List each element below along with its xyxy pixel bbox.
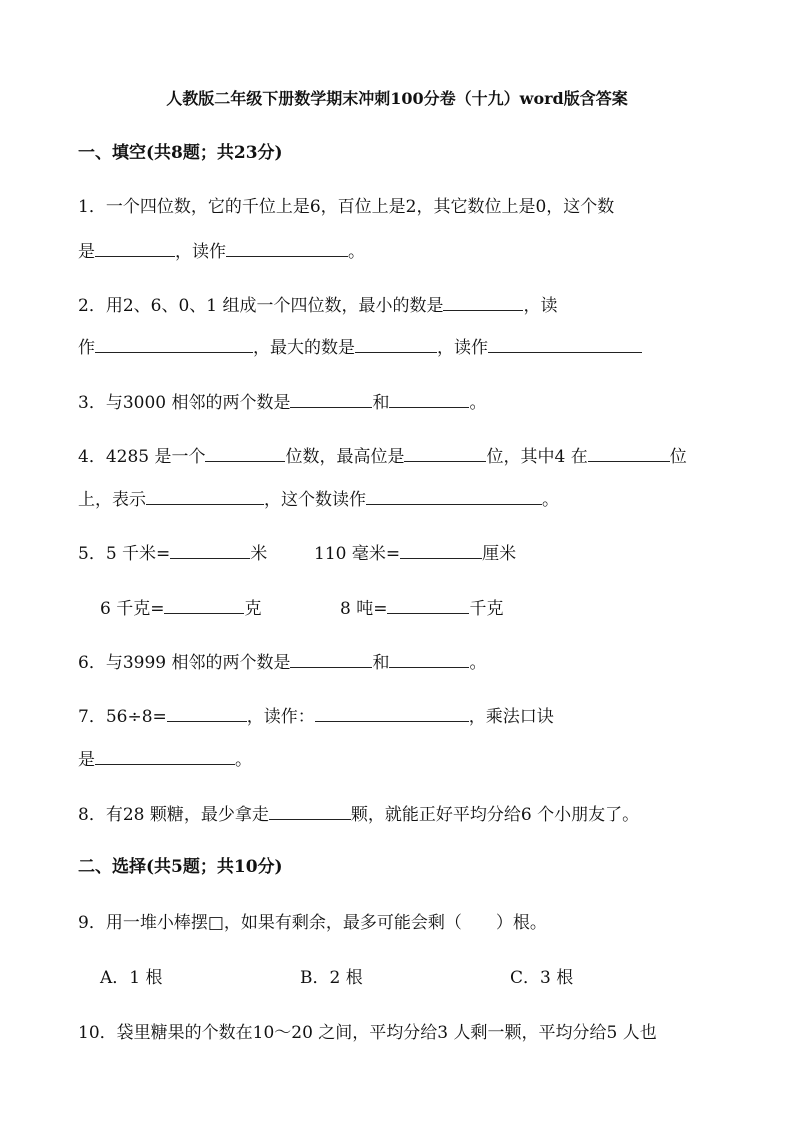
answer-blank[interactable] [167, 704, 247, 722]
section-heading-fill-in: 一、填空(共8题；共23分) [78, 143, 283, 163]
question-4-line-2 [78, 487, 559, 511]
question-6-line [78, 650, 486, 674]
question-2-text-a: 2．用2、6、0、1 组成一个四位数，最小的数是 [78, 296, 444, 316]
question-5-text-a: 5．5 千米= [78, 544, 171, 564]
answer-blank[interactable] [488, 335, 642, 353]
question-8-text-b: 颗，就能正好平均分给6 个小朋友了。 [350, 805, 640, 825]
question-2-text-b: ，读 [523, 296, 558, 316]
answer-blank[interactable] [443, 293, 523, 311]
question-7-line-1 [78, 704, 554, 728]
question-5-text-d: 厘米 [482, 544, 517, 564]
question-5-text-e: 6 千克= [100, 599, 165, 619]
page-title: 人教版二年级下册数学期末冲刺100分卷（十九）word版含答案 [166, 89, 628, 108]
question-4-text-d: 位 [669, 447, 687, 467]
question-3-text-a: 3．与3000 相邻的两个数是 [78, 393, 291, 413]
question-4-line-1 [78, 444, 687, 468]
question-7-line-2 [78, 747, 252, 771]
answer-blank[interactable] [588, 444, 670, 462]
question-1-text-c: 。 [348, 242, 365, 262]
question-5-text-c: 110 毫米= [314, 544, 401, 564]
answer-blank[interactable] [389, 390, 469, 408]
option-c[interactable]: C．3 根 [510, 968, 574, 988]
question-5-text-h: 千克 [469, 599, 504, 619]
answer-blank[interactable] [400, 541, 482, 559]
question-1-text-b: ，读作 [175, 242, 226, 262]
section-heading-choice: 二、选择(共5题；共10分) [78, 857, 283, 877]
question-4-text-f: ，这个数读作 [264, 490, 366, 510]
question-5-line-2 [100, 596, 261, 620]
answer-blank[interactable] [226, 239, 348, 257]
answer-blank[interactable] [389, 650, 469, 668]
question-5-line-1b [314, 541, 516, 565]
question-1-text: 1．一个四位数，它的千位上是6，百位上是2，其它数位上是0，这个数 [78, 197, 615, 217]
question-7-text-a: 7．56÷8= [78, 707, 167, 727]
question-7-text-c: ，乘法口诀 [468, 707, 554, 727]
answer-blank[interactable] [164, 596, 244, 614]
answer-blank[interactable] [146, 487, 264, 505]
question-5-text-b: 米 [250, 544, 268, 564]
question-5-line-2b [340, 596, 503, 620]
question-10-text: 10．袋里糖果的个数在10～20 之间，平均分给3 人剩一颗，平均分给5 人也 [78, 1023, 657, 1043]
answer-blank[interactable] [290, 390, 372, 408]
question-7-text-e: 。 [235, 750, 252, 770]
question-3-line [78, 390, 486, 414]
question-2-text-c: 作 [78, 338, 95, 358]
question-9-text: 9．用一堆小棒摆□，如果有剩余，最多可能会剩（ ）根。 [78, 913, 547, 933]
question-4-text-a: 4．4285 是一个 [78, 447, 206, 467]
question-6-text-c: 。 [469, 653, 487, 673]
question-3-text-c: 。 [469, 393, 487, 413]
option-a[interactable]: A．1 根 [100, 968, 163, 988]
question-2-text-d: ，最大的数是 [253, 338, 355, 358]
answer-blank[interactable] [290, 650, 372, 668]
question-8-line [78, 802, 639, 826]
question-4-text-b: 位数，最高位是 [285, 447, 405, 467]
question-1-text-a: 是 [78, 242, 95, 262]
question-5-text-f: 克 [244, 599, 262, 619]
answer-blank[interactable] [95, 335, 253, 353]
answer-blank[interactable] [95, 747, 235, 765]
question-7-text-d: 是 [78, 750, 95, 770]
question-4-text-g: 。 [542, 490, 559, 510]
question-3-text-b: 和 [372, 393, 390, 413]
answer-blank[interactable] [387, 596, 469, 614]
answer-blank[interactable] [404, 444, 486, 462]
answer-blank[interactable] [269, 802, 351, 820]
answer-blank[interactable] [205, 444, 285, 462]
question-2-text-e: ，读作 [437, 338, 488, 358]
question-1-line-2 [78, 239, 365, 263]
question-7-text-b: ，读作： [246, 707, 315, 727]
question-6-text-a: 6．与3999 相邻的两个数是 [78, 653, 291, 673]
question-8-text-a: 8．有28 颗糖，最少拿走 [78, 805, 269, 825]
answer-blank[interactable] [95, 239, 175, 257]
question-2-line-1 [78, 293, 557, 317]
answer-blank[interactable] [355, 335, 437, 353]
answer-blank[interactable] [366, 487, 542, 505]
question-4-text-e: 上，表示 [78, 490, 146, 510]
question-5-line-1 [78, 541, 267, 565]
answer-blank[interactable] [315, 704, 469, 722]
option-b[interactable]: B．2 根 [300, 968, 363, 988]
answer-blank[interactable] [170, 541, 250, 559]
question-5-text-g: 8 吨= [340, 599, 388, 619]
question-6-text-b: 和 [372, 653, 390, 673]
question-2-line-2 [78, 335, 642, 359]
question-4-text-c: 位，其中4 在 [486, 447, 588, 467]
question-1-line-1 [78, 196, 614, 218]
